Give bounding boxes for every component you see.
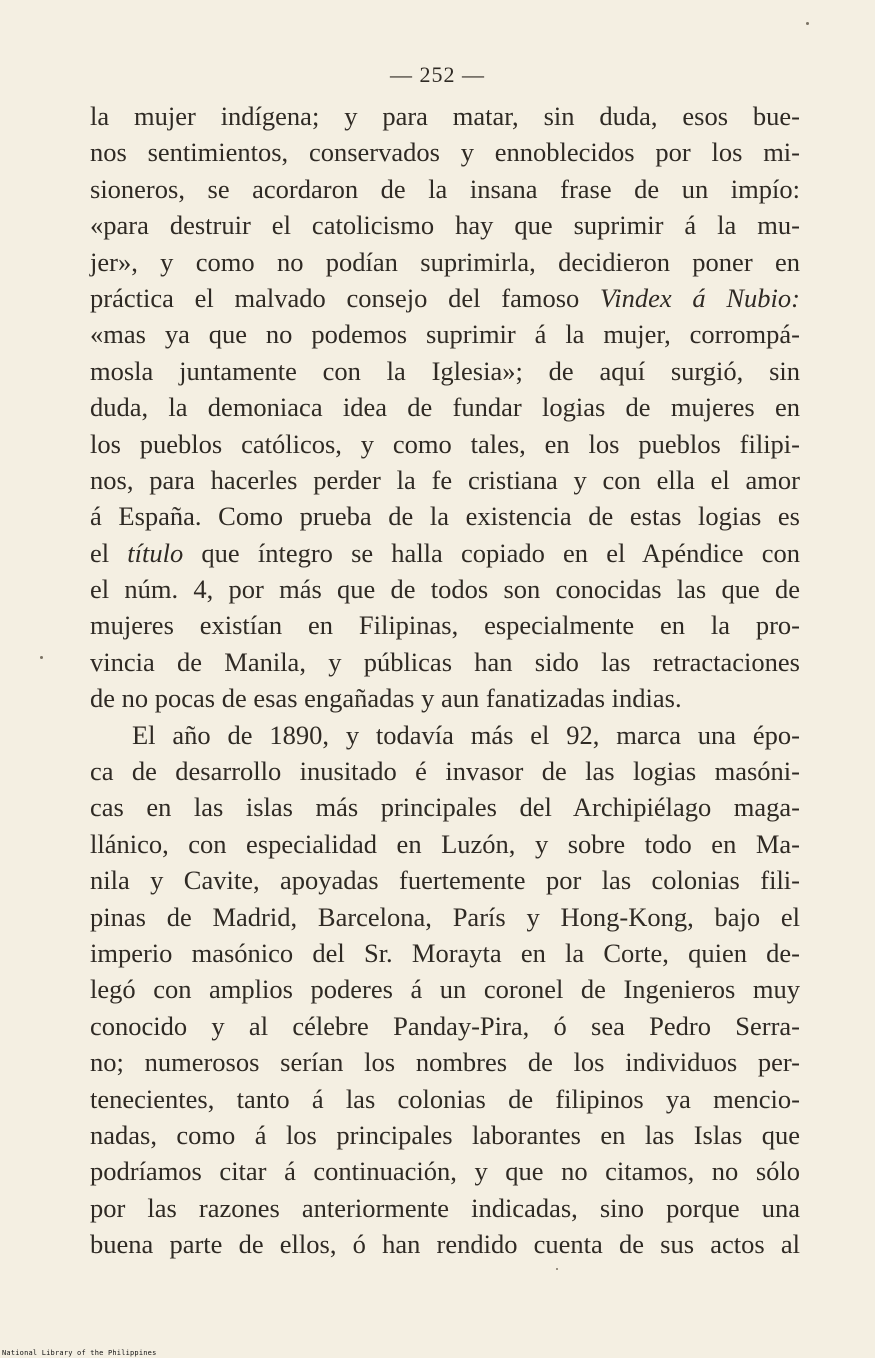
text-line: el núm. 4, por más que de todos son conocidas las que de — [90, 574, 800, 605]
library-credit: National Library of the Philippines — [2, 1349, 157, 1357]
text-line: sioneros, se acordaron de la insana frase de un impío: — [90, 173, 800, 204]
scan-speck — [556, 1268, 558, 1270]
text-line: nila y Cavite, apoyadas fuertemente por las colonias fili- — [90, 865, 800, 896]
text-line: nadas, como á los principales laborantes en las Islas que — [90, 1119, 800, 1150]
text-run: práctica el malvado consejo del famoso — [90, 282, 601, 313]
text-line: á España. Como prueba de la existencia de estas logias es — [90, 501, 800, 532]
text-line: nos, para hacerles perder la fe cristiana y con ella el amor — [90, 464, 800, 495]
italic-text: título — [127, 537, 184, 568]
text-line: legó con amplios poderes á un coronel de Ingenieros muy — [90, 974, 800, 1005]
text-line — [90, 280, 800, 316]
italic-text: Vindex á Nubio: — [600, 282, 800, 313]
text-line: vincia de Manila, y públicas han sido las retractaciones — [90, 646, 800, 677]
text-line: cas en las islas más principales del Archipiélago maga- — [90, 792, 800, 823]
text-line: buena parte de ellos, ó han rendido cuenta de sus actos al — [90, 1229, 800, 1260]
text-line: llánico, con especialidad en Luzón, y sobre todo en Ma- — [90, 828, 800, 859]
text-line — [90, 535, 800, 571]
text-run: el — [90, 537, 128, 568]
text-line: mujeres existían en Filipinas, especialmente en la pro- — [90, 610, 800, 641]
text-line: podríamos citar á continuación, y que no citamos, no sólo — [90, 1156, 800, 1187]
text-line: de no pocas de esas engañadas y aun fanatizadas indias. — [90, 683, 682, 714]
text-line: conocido y al célebre Panday-Pira, ó sea Pedro Serra- — [90, 1010, 800, 1041]
text-line: los pueblos católicos, y como tales, en los pueblos filipi- — [90, 428, 800, 459]
text-line: tenecientes, tanto á las colonias de filipinos ya mencio- — [90, 1083, 800, 1114]
scan-speck — [806, 22, 809, 25]
text-line: por las razones anteriormente indicadas, sino porque una — [90, 1192, 800, 1223]
text-line: duda, la demoniaca idea de fundar logias de mujeres en — [90, 392, 800, 423]
text-line: no; numerosos serían los nombres de los individuos per- — [90, 1047, 800, 1078]
text-line: pinas de Madrid, Barcelona, París y Hong-Kong, bajo el — [90, 901, 800, 932]
body-text — [90, 98, 800, 1263]
text-line: ca de desarrollo inusitado é invasor de las logias masóni- — [90, 756, 800, 787]
page-number: — 252 — — [390, 62, 485, 87]
paragraph-first-line: El año de 1890, y todavía más el 92, marca una épo- — [132, 719, 800, 750]
text-run: que íntegro se halla copiado en el Apéndice con — [183, 537, 800, 568]
text-line: «para destruir el catolicismo hay que suprimir á la mu- — [90, 210, 800, 241]
text-line: nos sentimientos, conservados y ennoblecidos por los mi- — [90, 137, 800, 168]
scan-speck — [40, 656, 43, 659]
text-line: imperio masónico del Sr. Morayta en la Corte, quien de- — [90, 937, 800, 968]
text-line: la mujer indígena; y para matar, sin duda, esos bue- — [90, 101, 800, 131]
text-line: jer», y como no podían suprimirla, decidieron poner en — [90, 246, 800, 277]
text-line: «mas ya que no podemos suprimir á la mujer, corrompá- — [90, 319, 800, 350]
text-line: mosla juntamente con la Iglesia»; de aquí surgió, sin — [90, 355, 800, 386]
